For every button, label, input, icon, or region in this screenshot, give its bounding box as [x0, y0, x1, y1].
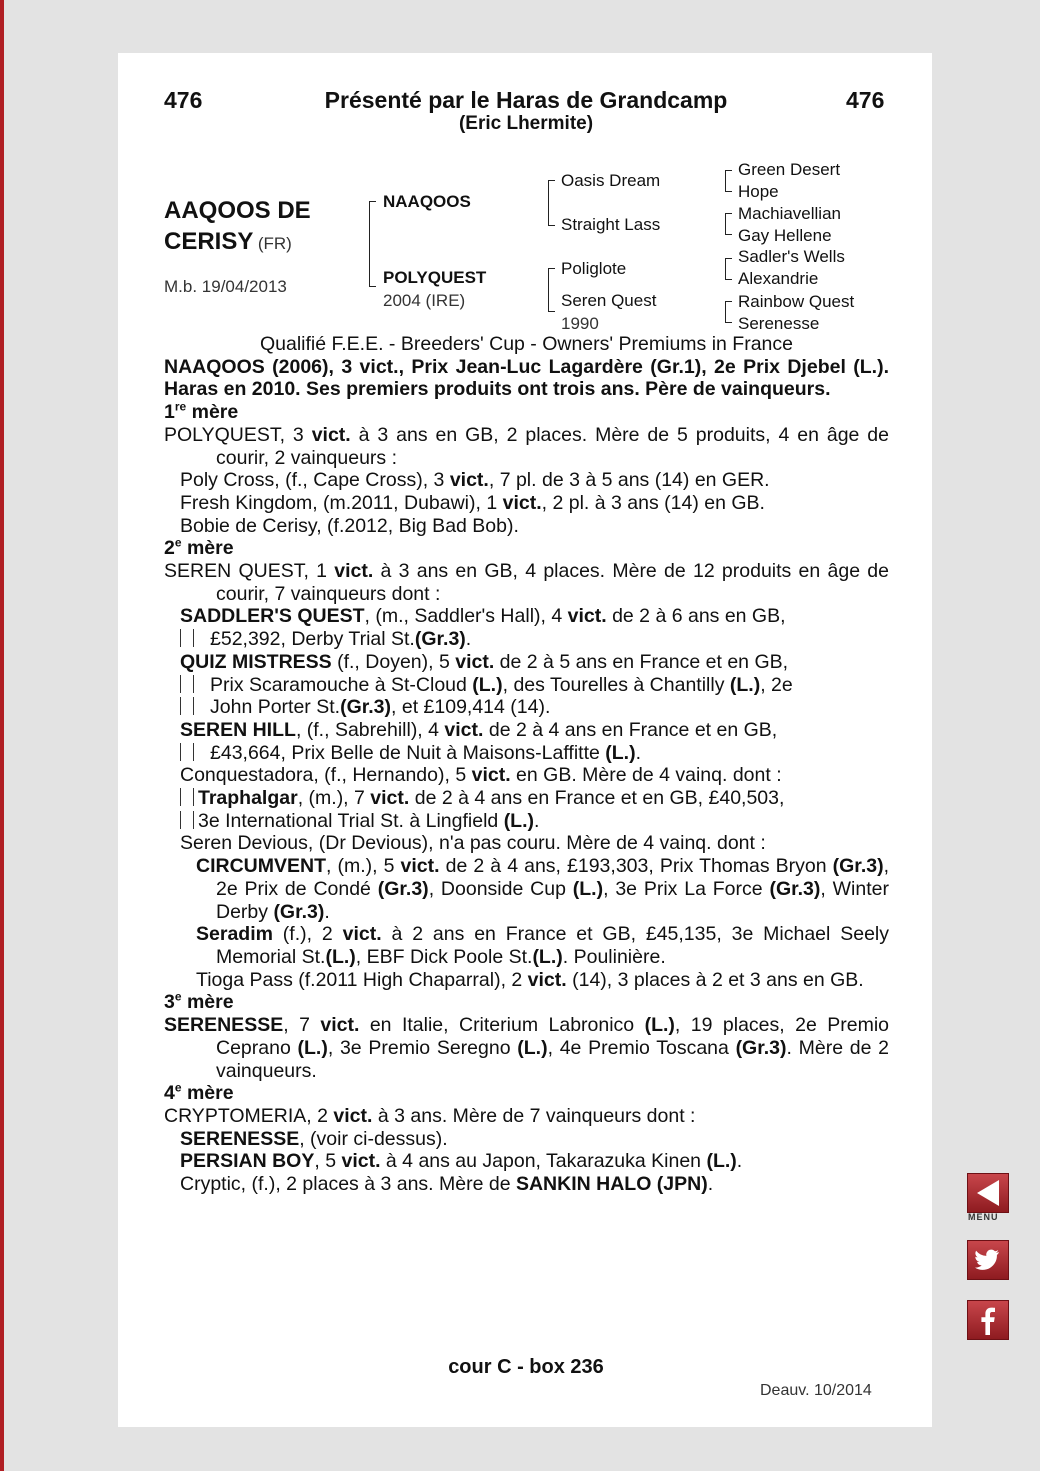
pedigree-bracket-main [369, 201, 376, 287]
pedigree-dam-dam: Seren Quest [561, 291, 657, 310]
pedigree-gen3-2: Hope [738, 182, 779, 201]
horse-details: M.b. 19/04/2013 [164, 277, 287, 296]
page-subtitle: (Eric Lhermite) [458, 113, 594, 134]
twitter-button[interactable] [967, 1240, 1009, 1280]
horse-country: (FR) [257, 234, 292, 253]
progeny-quiz-mistress-cont2: John Porter St.(Gr.3), et £109,414 (14). [164, 696, 889, 719]
second-dam-text: SEREN QUEST, 1 vict. à 3 ans en GB, 4 places. Mère de 12 produits en âge de courir, 7 vainqueurs dont : [164, 560, 889, 605]
progeny-seren-hill: SEREN HILL, (f., Sabrehill), 4 vict. de 2 à 4 ans en France et en GB, [180, 718, 778, 741]
pedigree-gen3-8: Serenesse [738, 314, 820, 333]
pedigree-gen3-4: Gay Hellene [738, 226, 832, 245]
heading-fourth-dam: 4e mère [164, 1080, 234, 1105]
pedigree-notes [164, 333, 889, 1196]
first-dam-progeny-2: Fresh Kingdom, (m.2011, Dubawi), 1 vict., 2 pl. à 3 ans (14) en GB. [180, 491, 765, 514]
pedigree-dam: POLYQUEST [383, 268, 487, 287]
progeny-circumvent: CIRCUMVENT, (m.), 5 vict. de 2 à 4 ans, £193,303, Prix Thomas Bryon (Gr.3), 2e Prix de Condé (Gr.3), Doonside Cup (L.), 3e Prix La Force (Gr.3), Winter Derby (Gr.3). [196, 855, 889, 923]
menu-button[interactable] [967, 1173, 1009, 1213]
first-dam-text: POLYQUEST, 3 vict. à 3 ans en GB, 2 places. Mère de 5 produits, 4 en âge de courir, 2 vainqueurs : [164, 423, 889, 469]
pedigree-bracket-g56 [725, 258, 732, 280]
pedigree-bracket-dam [548, 268, 555, 312]
horse-name-line1: AAQOOS DE [164, 197, 311, 224]
progeny-conquestadora: Conquestadora, (f., Hernando), 5 vict. en GB. Mère de 4 vainq. dont : [180, 764, 782, 787]
progeny-seradim: Seradim (f.), 2 vict. à 2 ans en France et GB, £45,135, 3e Michael Seely Memorial St.(L.), EBF Dick Poole St.(L.). Poulinière. [196, 923, 889, 968]
sale-reference: Deauv. 10/2014 [760, 1382, 872, 1399]
pedigree-sire-sire: Oasis Dream [561, 171, 661, 190]
pedigree-dam-dam-year: 1990 [561, 314, 599, 333]
progeny-quiz-mistress: QUIZ MISTRESS (f., Doyen), 5 vict. de 2 à 5 ans en France et en GB, [180, 650, 789, 673]
pedigree-gen3-1: Green Desert [738, 160, 841, 179]
fourth-dam-progeny-2: PERSIAN BOY, 5 vict. à 4 ans au Japon, Takarazuka Kinen (L.). [180, 1150, 743, 1173]
progeny-quiz-mistress-cont1: Prix Scaramouche à St-Cloud (L.), des Tourelles à Chantilly (L.), 2e [164, 674, 889, 697]
horse-name-line2: CERISY [164, 228, 254, 255]
stable-location: cour C - box 236 [448, 1356, 604, 1378]
fourth-dam-progeny-1: SERENESSE, (voir ci-dessus). [180, 1127, 448, 1150]
facebook-button[interactable] [967, 1300, 1009, 1340]
pedigree-dam-sire: Poliglote [561, 259, 627, 278]
back-arrow-icon [968, 1174, 1008, 1212]
third-dam-text: SERENESSE, 7 vict. en Italie, Criterium Labronico (L.), 19 places, 2e Premio Ceprano (L.), 3e Premio Seregno (L.), 4e Premio Toscana (Gr.3). Mère de 2 vainqueurs. [164, 1014, 889, 1082]
horse-name-line2-wrap [164, 228, 292, 256]
left-edge-rule [0, 0, 4, 1471]
pedigree-bracket-g34 [725, 213, 732, 235]
fourth-dam-progeny-3: Cryptic, (f.), 2 places à 3 ans. Mère de SANKIN HALO (JPN). [180, 1173, 714, 1196]
progeny-seren-hill-cont: £43,664, Prix Belle de Nuit à Maisons-Laffitte (L.). [164, 742, 889, 765]
pedigree-sire: NAAQOOS [383, 192, 471, 211]
qualification-line: Qualifié F.E.E. - Breeders' Cup - Owners' Premiums in France [259, 333, 794, 355]
progeny-saddlers-quest: SADDLER'S QUEST, (m., Saddler's Hall), 4 vict. de 2 à 6 ans en GB, [180, 605, 786, 628]
pedigree-sire-dam: Straight Lass [561, 215, 661, 234]
progeny-seren-devious: Seren Devious, (Dr Devious), n'a pas couru. Mère de 4 vainq. dont : [180, 832, 766, 855]
first-dam-progeny-3: Bobie de Cerisy, (f.2012, Big Bad Bob). [180, 514, 519, 537]
fourth-dam-text: CRYPTOMERIA, 2 vict. à 3 ans. Mère de 7 vainqueurs dont : [164, 1104, 696, 1127]
pedigree-bracket-g12 [725, 170, 732, 192]
progeny-saddlers-quest-cont: £52,392, Derby Trial St.(Gr.3). [164, 628, 889, 651]
pedigree-bracket-sire [548, 180, 555, 226]
pedigree-dam-info: 2004 (IRE) [383, 291, 466, 310]
pedigree-gen3-3: Machiavellian [738, 204, 841, 223]
lot-number-right: 476 [846, 87, 885, 113]
progeny-traphalgar-cont: 3e International Trial St. à Lingfield (L.). [164, 810, 889, 833]
heading-first-dam: 1re mère [164, 399, 239, 424]
pedigree-bracket-g78 [725, 301, 732, 323]
pedigree-gen3-5: Sadler's Wells [738, 247, 845, 266]
pedigree-gen3-7: Rainbow Quest [738, 292, 855, 311]
progeny-tioga-pass: Tioga Pass (f.2011 High Chaparral), 2 vict. (14), 3 places à 2 et 3 ans en GB. [196, 968, 864, 991]
heading-third-dam: 3e mère [164, 989, 234, 1014]
first-dam-progeny-1: Poly Cross, (f., Cape Cross), 3 vict., 7 pl. de 3 à 5 ans (14) en GER. [180, 469, 770, 492]
pedigree-gen3-6: Alexandrie [738, 269, 819, 288]
progeny-traphalgar: Traphalgar, (m.), 7 vict. de 2 à 4 ans en France et en GB, £40,503, [164, 787, 889, 810]
page-title: Présenté par le Haras de Grandcamp [324, 87, 728, 113]
heading-second-dam: 2e mère [164, 535, 234, 560]
facebook-icon [968, 1301, 1008, 1339]
menu-label: MENU [968, 1212, 999, 1222]
sire-summary: NAAQOOS (2006), 3 vict., Prix Jean-Luc Lagardère (Gr.1), 2e Prix Djebel (L.). Haras en 2010. Ses premiers produits ont trois ans. Père de vainqueurs. [164, 355, 889, 401]
lot-number-left: 476 [164, 87, 203, 113]
twitter-icon [968, 1241, 1008, 1279]
